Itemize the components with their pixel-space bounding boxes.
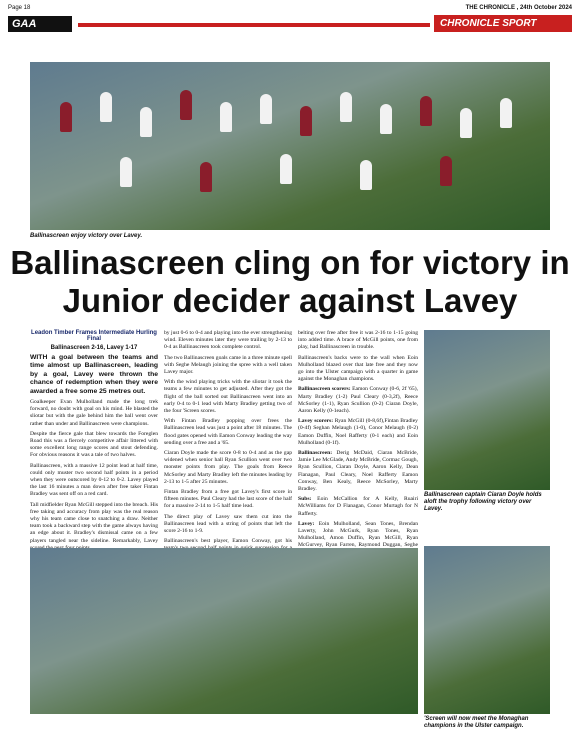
page-number: Page 18 [8,5,31,11]
player-figure [380,104,392,134]
player-figure [120,157,132,187]
paragraph: by just 0-6 to 0-4 and playing into the ever strengthening wind. Eleven minutes later they were trailing by 2-13 to 0-4 as Ballinascreen took complete control. [164,330,292,351]
player-figure [460,108,472,138]
paragraph: With the wind playing tricks with the sliotar it took the teams a few minutes to get adjusted. After they got the flight of the ball sorted out Ballinascreen went into an early 0-4 to 0-1 lead with Marty Bradley getting two of the four 'Screen scores. [164,379,292,415]
player-figure [180,90,192,120]
player-figure [440,156,452,186]
paragraph: Despite the fierce gale that blew towards the Foreglen Road this was a fiercely competitive affair littered with some excellent long range scores and stout defending. For obvious reasons it was a tale of two halves. [30,430,158,459]
paragraph: Fintan Bradley from a free got Lavey's first score in fifteen minutes. Paul Cleary had the last score of the half for a massive 2-14 to 1-5 half time lead. [164,489,292,510]
player-photo [424,546,550,714]
player-figure [420,96,432,126]
paragraph: Ciaran Doyle made the score 0-8 to 0-4 and as the gap widened when senior hall Ryan Scullion went over two monster points from play. The goals from Reece McSorley and Marty Bradley left the minutes leading by 2-13 to 1-5 after 25 minutes. [164,450,292,485]
header-rule [78,23,430,27]
score-line: Ballinascreen 2-16, Lavey 1-17 [50,345,138,351]
subs-list: Subs: Eoin McCallion for A Kelly, Ruairi McWilliams for D Flanagan, Conor Murtagh for N Rafferty. [298,496,418,517]
paragraph: Ballinascreen's backs were to the wall when Eoin Mulholland blazed over that late free and they now go into the Ulster campaign with a quarter in game against the Monaghan champions. [298,354,418,383]
headline: Ballinascreen cling on for victory in Junior decider against Lavey [10,244,570,319]
player-figure [100,92,112,122]
paragraph: Ballinascreen, with a massive 12 point lead at half time, could only muster two second half points in a period when they were outscored by 0-12 to 0-2. Lavey played the last 16 minutes a man down after free taker Fintan Bradley was sent off on a red card. [30,462,158,498]
photo-caption: Ballinascreen enjoy victory over Lavey. [30,233,143,239]
paragraph: belting over free after free it was 2-16 to 1-15 going into added time. A brace of McGill points, one from play, had Ballinascreen in trouble. [298,330,418,351]
player-figure [260,94,272,124]
kicker: Leadon Timber Frames Intermediate Hurling Final [31,330,157,342]
section-logo: GAA [8,16,72,32]
player-figure [140,107,152,137]
captain-photo [424,330,550,490]
player-figure [360,160,372,190]
team-list: Ballinascreen: Derig McDaid, Ciaran McBride, Jamie Lee McGlade, Andy McBride, Cormac Gough, Ryan Scullion, Ciaran Doyle, Aaron Kelly, Dean Flanagan, Paul Cleary, Noel Rafferty Eamon Conway, Ben Kealy, Reece McSorley, Marty Bradley. [298,450,418,493]
player-figure [220,102,232,132]
player-figure [340,92,352,122]
paragraph: With Fintan Bradley popping over frees the Ballinascreen lead was just a point after 18 minutes. The flood gates opened with Eamon Conway leading the way sending over a free and a '65. [164,418,292,446]
lead-paragraph: WITH a goal between the teams and time almost up Ballinascreen, leading by a goal, Lavey were thrown the chance of redemption when they were awarded a free some 25 metres out. [30,354,158,395]
publication-date: THE CHRONICLE , 24th October 2024 [465,5,572,11]
paragraph: The two Ballinascreen goals came in a three minute spell with Seghe Melaugh joining the spree with a well taken Lavey major. [164,354,292,376]
action-photo [30,548,418,714]
page-header [0,0,580,38]
player-figure [500,98,512,128]
scorers-block: Ballinascreen scorers: Eamon Conway (0-6, 2f '65), Marty Bradley (1-2) Paul Cleary (0-3,2f), Reece McSorley (1-1), Ryan Scullion (0-2) Ciaran Doyle, Aaron Kelly (0-1each). [298,386,418,415]
team-list: Lavey: Eoin Mulholland, Sean Tones, Brendan Laverty, John McGurk, Ryan Tones, Ryan Mulholland, Amon Duffin, Ryan McGill, Ryan McGurvey, Ryan Farren, Raymond Duggan, Seghe [298,520,418,549]
player-figure [280,154,292,184]
player-figure [60,102,72,132]
article-column-1 [30,330,158,573]
player-figure [200,162,212,192]
paragraph: The direct play of Lavey saw them cut into the Ballinascreen lead with a string of points that left the score 2-16 to 1-9. [164,513,292,535]
brand-banner: CHRONICLE SPORT [434,15,572,32]
captain-caption: Ballinascreen captain Ciaran Doyle holds aloft the trophy following victory over Lavey. [424,492,542,512]
paragraph: Tall midfielder Ryan McGill stepped into the breach. His free taking and accuracy from play was the real reason why his team came close to snatching a draw. Neither team took a backward step with the game always having an edge about it. Bradley's dismissal came on a few players tangled near the sideline. Remarkably, Lavey [30,501,158,544]
player-caption: 'Screen will now meet the Monaghan champions in the Ulster campaign. [424,716,529,729]
player-figure [300,106,312,136]
team-photo [30,62,550,230]
scorers-block: Lavey scorers: Ryan McGill (0-8,6f),Fintan Bradley (0-4f) Seghan Melaugh (1-0), Conor Melaugh (0-2) Eamon Duffin, Noel Rafferty (0-1 each) and Eoin Mulholland (0-1f). [298,418,418,446]
paragraph: Ballinascreen's best player, Eamon Conway, got his [164,538,292,545]
paragraph: Goalkeeper Evan Mulholland made the long trek forward, no doubt with goal on his mind. He blasted the sliotar but with the gale behind him the ball went over rather than under and Ballinascreen were champions. [30,399,158,427]
